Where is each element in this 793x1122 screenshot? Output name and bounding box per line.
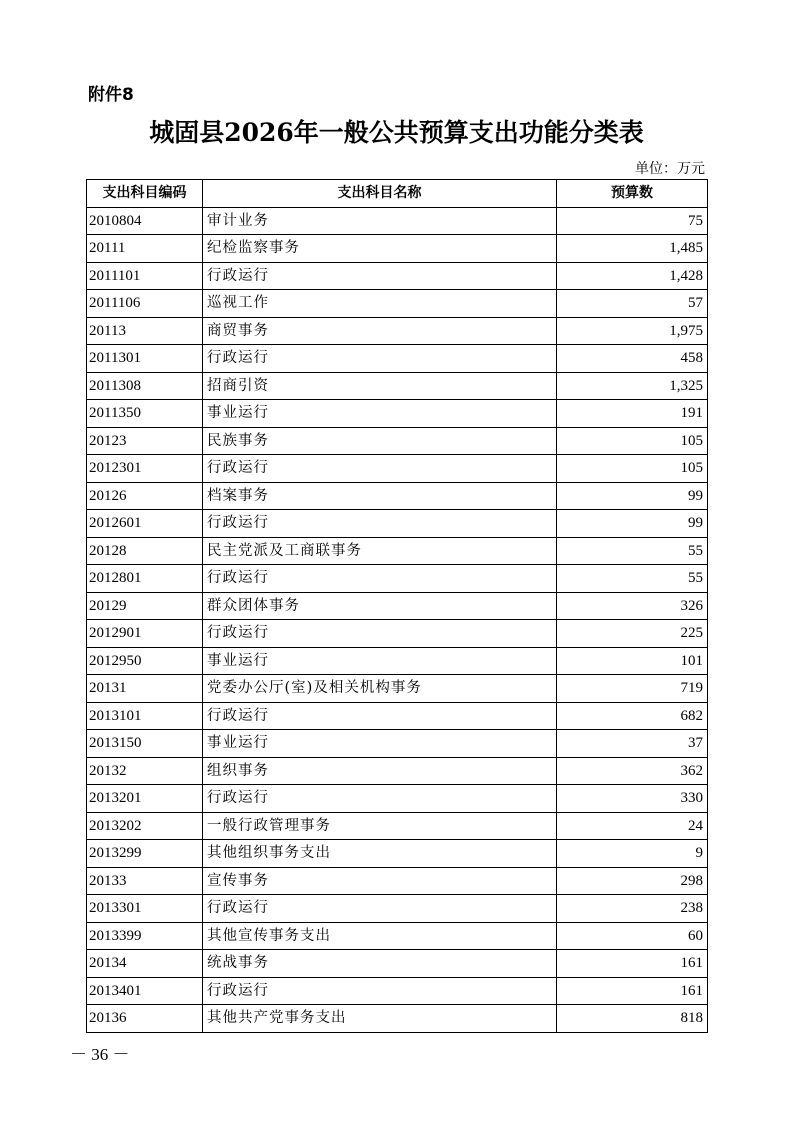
cell-amount: 75 bbox=[557, 207, 708, 235]
table-row bbox=[87, 867, 708, 895]
cell-name: 其他共产党事务支出 bbox=[203, 1005, 557, 1033]
cell-code: 2012601 bbox=[87, 510, 203, 538]
table-row bbox=[87, 757, 708, 785]
table-row bbox=[87, 235, 708, 263]
header-amount: 预算数 bbox=[557, 180, 708, 208]
cell-amount: 298 bbox=[557, 867, 708, 895]
cell-amount: 191 bbox=[557, 400, 708, 428]
table-row bbox=[87, 1005, 708, 1033]
table-row bbox=[87, 427, 708, 455]
cell-name: 档案事务 bbox=[203, 482, 557, 510]
cell-amount: 1,325 bbox=[557, 372, 708, 400]
cell-name: 组织事务 bbox=[203, 757, 557, 785]
cell-amount: 818 bbox=[557, 1005, 708, 1033]
cell-amount: 105 bbox=[557, 427, 708, 455]
cell-name: 商贸事务 bbox=[203, 317, 557, 345]
header-code: 支出科目编码 bbox=[87, 180, 203, 208]
header-name: 支出科目名称 bbox=[203, 180, 557, 208]
cell-amount: 105 bbox=[557, 455, 708, 483]
cell-amount: 362 bbox=[557, 757, 708, 785]
cell-code: 2013101 bbox=[87, 702, 203, 730]
table-row bbox=[87, 922, 708, 950]
cell-code: 20131 bbox=[87, 675, 203, 703]
cell-code: 20113 bbox=[87, 317, 203, 345]
cell-name: 事业运行 bbox=[203, 400, 557, 428]
cell-amount: 57 bbox=[557, 290, 708, 318]
cell-amount: 101 bbox=[557, 647, 708, 675]
cell-amount: 9 bbox=[557, 840, 708, 868]
page-title: 城固县2026年一般公共预算支出功能分类表 bbox=[149, 118, 644, 147]
cell-name: 事业运行 bbox=[203, 730, 557, 758]
cell-name: 宣传事务 bbox=[203, 867, 557, 895]
cell-code: 20133 bbox=[87, 867, 203, 895]
cell-code: 20111 bbox=[87, 235, 203, 263]
cell-code: 20132 bbox=[87, 757, 203, 785]
cell-code: 20123 bbox=[87, 427, 203, 455]
table-row bbox=[87, 510, 708, 538]
cell-amount: 99 bbox=[557, 510, 708, 538]
attachment-label: 附件8 bbox=[88, 85, 134, 105]
cell-code: 2011106 bbox=[87, 290, 203, 318]
cell-amount: 161 bbox=[557, 977, 708, 1005]
cell-amount: 1,975 bbox=[557, 317, 708, 345]
cell-code: 2013202 bbox=[87, 812, 203, 840]
cell-code: 2013301 bbox=[87, 895, 203, 923]
cell-code: 2013401 bbox=[87, 977, 203, 1005]
table-row bbox=[87, 977, 708, 1005]
table-row bbox=[87, 950, 708, 978]
table-row bbox=[87, 262, 708, 290]
cell-name: 行政运行 bbox=[203, 345, 557, 373]
cell-amount: 458 bbox=[557, 345, 708, 373]
table-row bbox=[87, 895, 708, 923]
cell-name: 行政运行 bbox=[203, 455, 557, 483]
cell-name: 其他宣传事务支出 bbox=[203, 922, 557, 950]
cell-amount: 60 bbox=[557, 922, 708, 950]
cell-code: 2013150 bbox=[87, 730, 203, 758]
table-row bbox=[87, 400, 708, 428]
cell-amount: 55 bbox=[557, 537, 708, 565]
cell-amount: 1,485 bbox=[557, 235, 708, 263]
cell-name: 群众团体事务 bbox=[203, 592, 557, 620]
cell-amount: 238 bbox=[557, 895, 708, 923]
cell-name: 行政运行 bbox=[203, 977, 557, 1005]
table-row bbox=[87, 455, 708, 483]
cell-amount: 99 bbox=[557, 482, 708, 510]
cell-name: 行政运行 bbox=[203, 262, 557, 290]
cell-code: 2013299 bbox=[87, 840, 203, 868]
cell-name: 巡视工作 bbox=[203, 290, 557, 318]
table-row bbox=[87, 290, 708, 318]
cell-code: 2013399 bbox=[87, 922, 203, 950]
table-row bbox=[87, 537, 708, 565]
cell-name: 行政运行 bbox=[203, 565, 557, 593]
table-row bbox=[87, 620, 708, 648]
cell-amount: 225 bbox=[557, 620, 708, 648]
page-number: － 36 － bbox=[70, 1045, 130, 1064]
cell-code: 2012901 bbox=[87, 620, 203, 648]
cell-amount: 37 bbox=[557, 730, 708, 758]
cell-amount: 161 bbox=[557, 950, 708, 978]
table-row bbox=[87, 565, 708, 593]
cell-code: 20129 bbox=[87, 592, 203, 620]
table-row bbox=[87, 675, 708, 703]
table-row bbox=[87, 840, 708, 868]
table-row bbox=[87, 647, 708, 675]
cell-name: 统战事务 bbox=[203, 950, 557, 978]
table-body bbox=[87, 207, 708, 1032]
cell-amount: 1,428 bbox=[557, 262, 708, 290]
cell-name: 行政运行 bbox=[203, 895, 557, 923]
cell-name: 招商引资 bbox=[203, 372, 557, 400]
table-row bbox=[87, 812, 708, 840]
cell-amount: 719 bbox=[557, 675, 708, 703]
cell-code: 20126 bbox=[87, 482, 203, 510]
cell-name: 行政运行 bbox=[203, 702, 557, 730]
cell-name: 事业运行 bbox=[203, 647, 557, 675]
table-row bbox=[87, 207, 708, 235]
cell-code: 2012950 bbox=[87, 647, 203, 675]
cell-code: 20136 bbox=[87, 1005, 203, 1033]
table-header-row bbox=[87, 180, 708, 208]
table-row bbox=[87, 785, 708, 813]
cell-code: 2011301 bbox=[87, 345, 203, 373]
table-row bbox=[87, 317, 708, 345]
cell-name: 一般行政管理事务 bbox=[203, 812, 557, 840]
cell-name: 民族事务 bbox=[203, 427, 557, 455]
cell-code: 20128 bbox=[87, 537, 203, 565]
cell-code: 2010804 bbox=[87, 207, 203, 235]
cell-code: 2012301 bbox=[87, 455, 203, 483]
cell-name: 民主党派及工商联事务 bbox=[203, 537, 557, 565]
cell-name: 行政运行 bbox=[203, 785, 557, 813]
cell-code: 2011308 bbox=[87, 372, 203, 400]
table-row bbox=[87, 730, 708, 758]
cell-code: 20134 bbox=[87, 950, 203, 978]
table-row bbox=[87, 702, 708, 730]
cell-code: 2011101 bbox=[87, 262, 203, 290]
cell-amount: 55 bbox=[557, 565, 708, 593]
cell-amount: 326 bbox=[557, 592, 708, 620]
cell-code: 2012801 bbox=[87, 565, 203, 593]
table-row bbox=[87, 482, 708, 510]
cell-name: 纪检监察事务 bbox=[203, 235, 557, 263]
budget-table bbox=[86, 179, 708, 1033]
table-row bbox=[87, 592, 708, 620]
cell-name: 其他组织事务支出 bbox=[203, 840, 557, 868]
cell-name: 行政运行 bbox=[203, 510, 557, 538]
cell-name: 党委办公厅(室)及相关机构事务 bbox=[203, 675, 557, 703]
cell-code: 2011350 bbox=[87, 400, 203, 428]
table-row bbox=[87, 345, 708, 373]
cell-name: 行政运行 bbox=[203, 620, 557, 648]
cell-amount: 24 bbox=[557, 812, 708, 840]
cell-amount: 682 bbox=[557, 702, 708, 730]
cell-amount: 330 bbox=[557, 785, 708, 813]
cell-code: 2013201 bbox=[87, 785, 203, 813]
unit-label: 单位：万元 bbox=[635, 161, 705, 177]
table-row bbox=[87, 372, 708, 400]
cell-name: 审计业务 bbox=[203, 207, 557, 235]
